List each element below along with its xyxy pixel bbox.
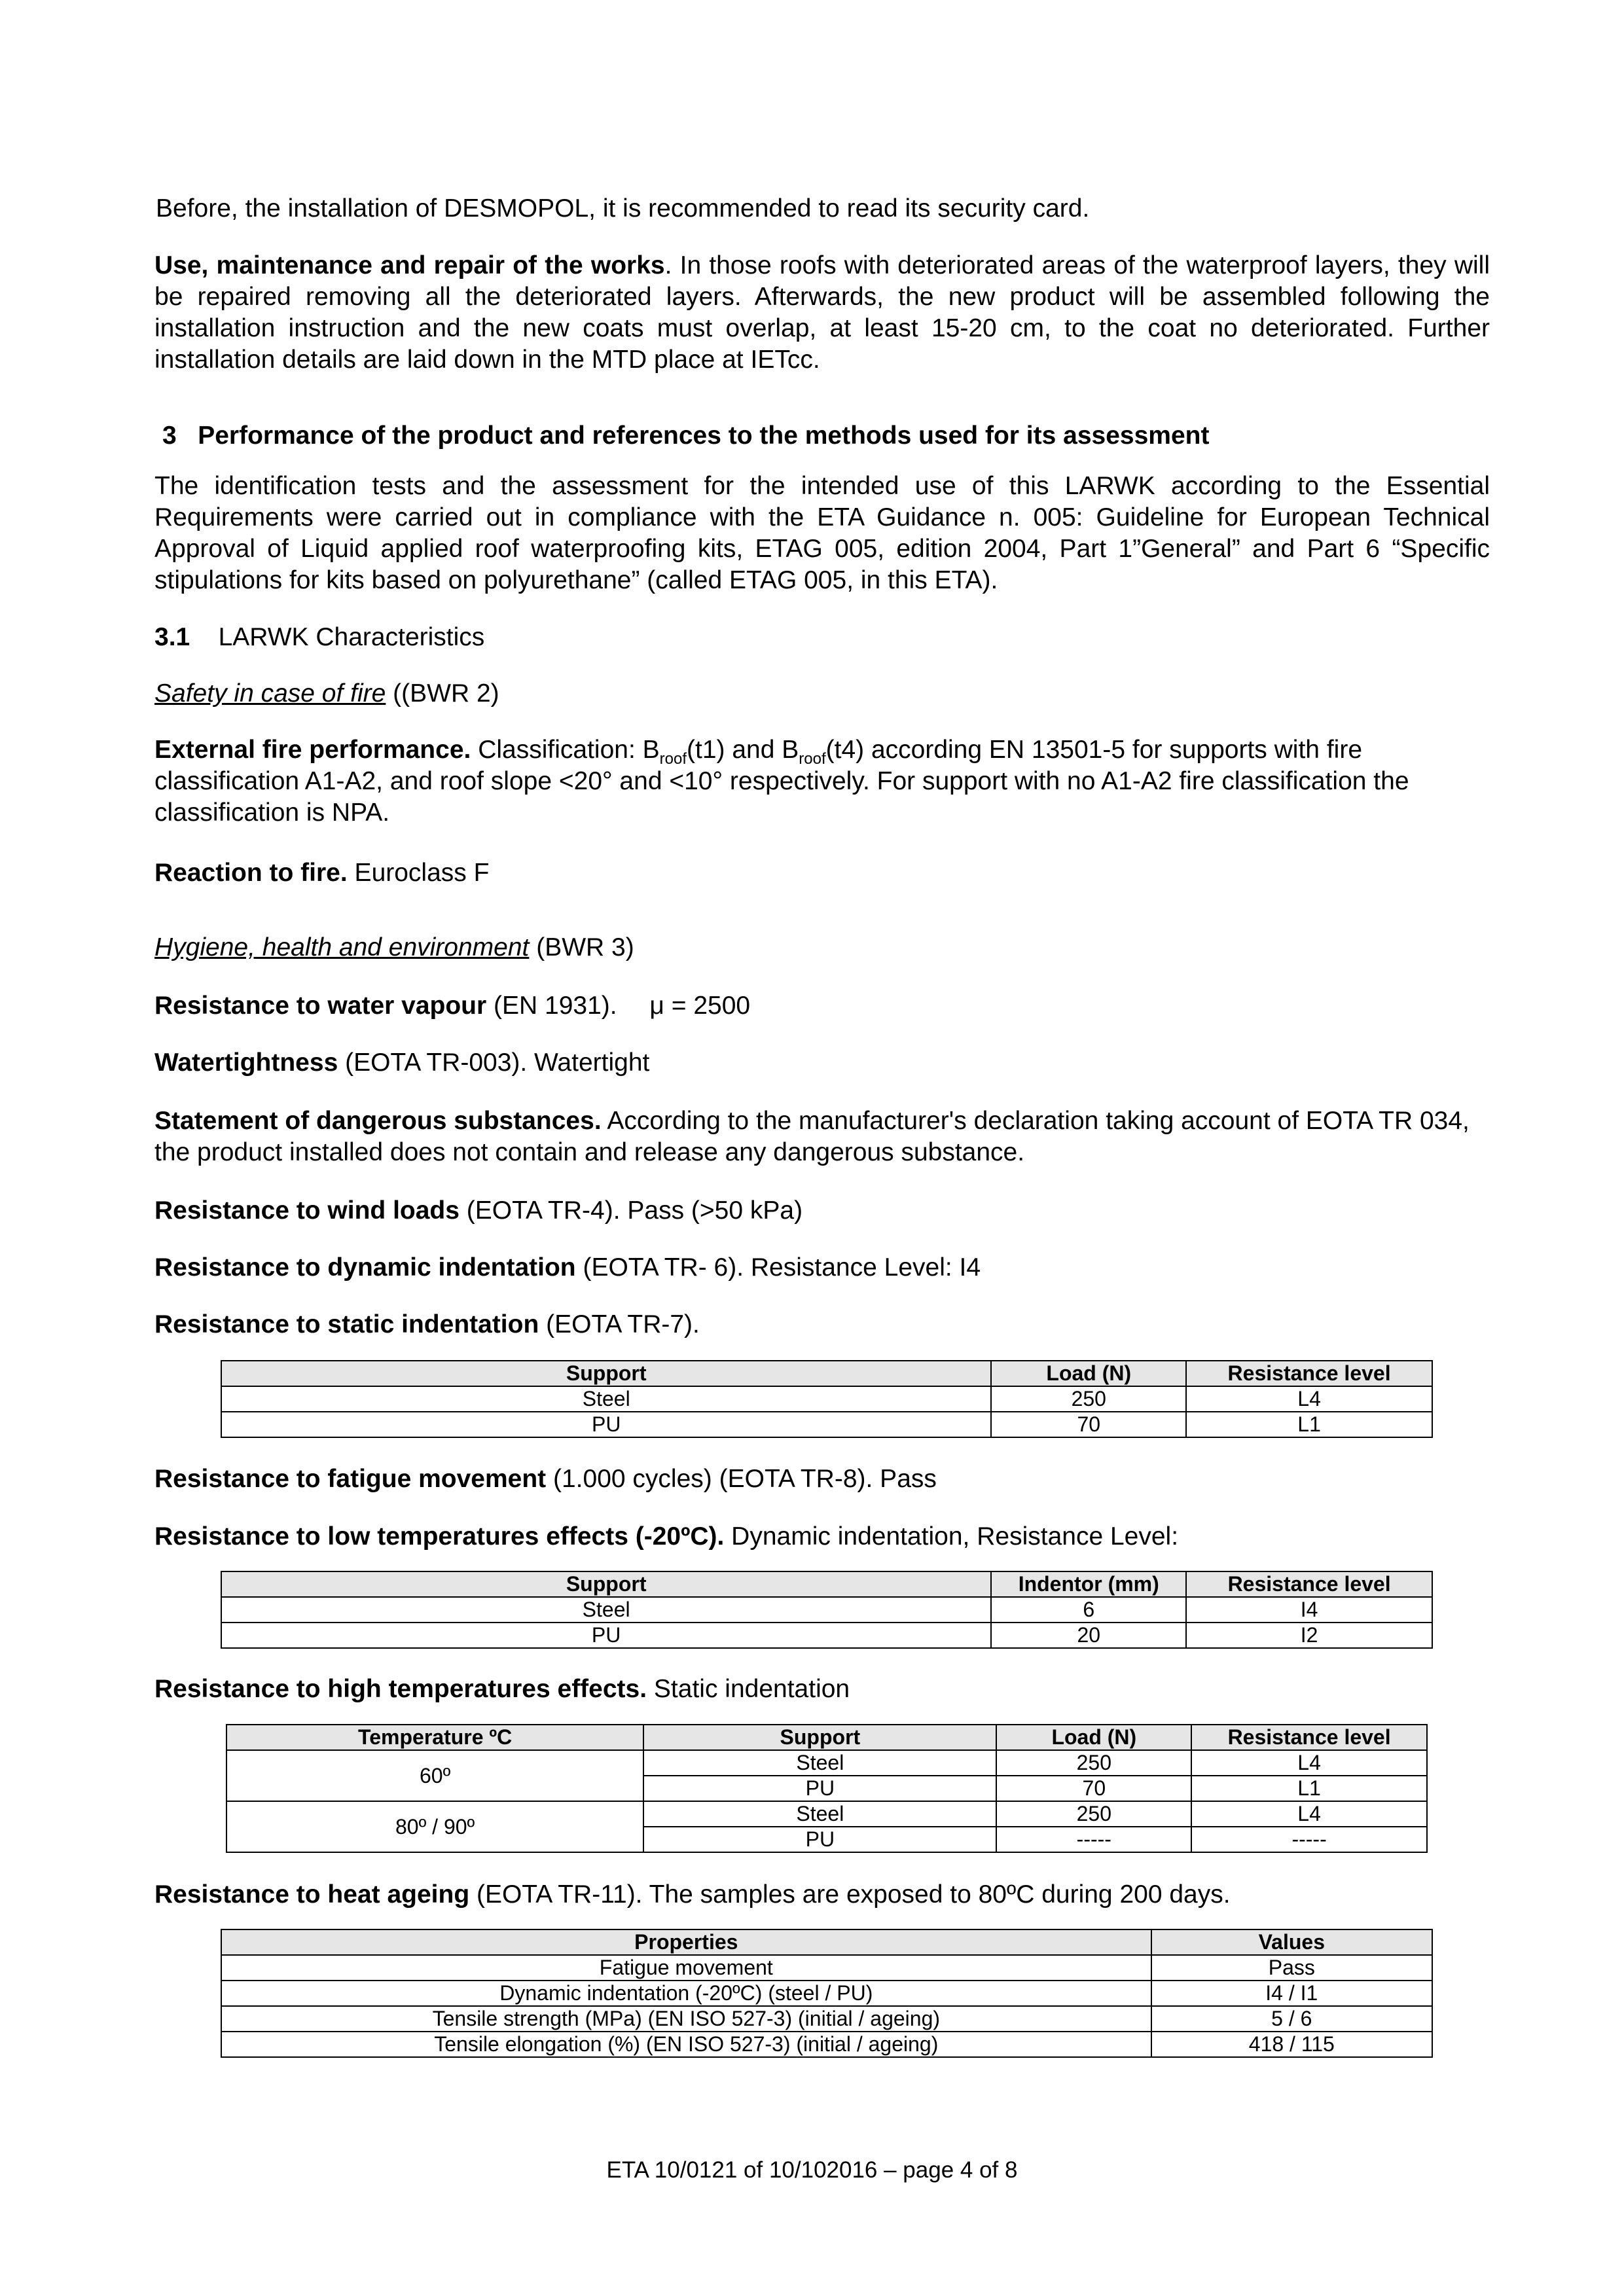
fatigue-movement-value: (1.000 cycles) (EOTA TR-8). Pass — [546, 1465, 937, 1493]
table-row — [221, 1597, 1432, 1623]
static-indentation-paragraph — [154, 1309, 1490, 1340]
table-cell: PU — [221, 1412, 991, 1437]
low-temperature-label: Resistance to low temperatures effects (-20ºC). — [154, 1522, 725, 1551]
external-fire-label: External fire performance. — [154, 736, 471, 764]
section-3-number: 3 — [162, 422, 177, 450]
dynamic-indentation-paragraph — [154, 1252, 1490, 1283]
fire-safety-bwr: ((BWR 2) — [386, 679, 499, 708]
table-header-row — [221, 1929, 1432, 1955]
table-header-row — [221, 1361, 1432, 1386]
static-indentation-table — [221, 1360, 1433, 1438]
external-fire-text-c: (t4) according EN 13501-5 for supports with fire classification A1-A2, and roof slope <20° and <10° respectively. For support with no A1-A2 fire classification the classification is NPA. — [154, 736, 1409, 827]
dangerous-substances-paragraph — [154, 1105, 1483, 1168]
section-3-1-heading — [154, 622, 1490, 653]
watertightness-paragraph — [154, 1047, 1490, 1079]
temperature-cell: 60º — [226, 1750, 643, 1801]
fatigue-movement-label: Resistance to fatigue movement — [154, 1465, 547, 1493]
dynamic-indentation-value: (EOTA TR- 6). Resistance Level: I4 — [575, 1253, 981, 1282]
table-cell: Tensile strength (MPa) (EN ISO 527-3) (initial / ageing) — [221, 2006, 1151, 2032]
low-temperature-value: Dynamic indentation, Resistance Level: — [724, 1522, 1179, 1551]
table-cell: I2 — [1186, 1623, 1432, 1648]
table-cell: 250 — [991, 1386, 1186, 1412]
table-cell: L1 — [1191, 1776, 1427, 1801]
section-3-body: The identification tests and the assessment for the intended use of this LARWK according to the Essential Requirements were carried out in compliance with the ETA Guidance n. 005: Guideline for European Technical Approval of Liquid applied roof waterproofing kits, ETAG 005, edition 2004, Part 1”General” and Part 6 “Specific stipulations for kits based on polyurethane” (called ETAG 005, in this ETA). — [154, 472, 1490, 594]
table-cell: I4 / I1 — [1151, 1981, 1432, 2006]
page-footer: ETA 10/0121 of 10/102016 – page 4 of 8 — [606, 2157, 1018, 2183]
watertightness-value: (EOTA TR-003). Watertight — [338, 1049, 650, 1077]
wind-loads-label: Resistance to wind loads — [154, 1196, 460, 1225]
table-header: Support — [221, 1571, 991, 1597]
heat-ageing-table — [221, 1929, 1433, 2058]
use-maintenance-body: . In those roofs with deteriorated areas of the waterproof layers, they will be repaired removing all the deteriorated layers. Afterwards, the new product will be assembled following the installation instruction and the new coats must overlap, at least 15-20 cm, to the coat no deteriorated. Further installation details are laid down in the MTD place at IETcc. — [154, 251, 1490, 374]
table-cell: ----- — [1191, 1827, 1427, 1852]
table-cell: 70 — [991, 1412, 1186, 1437]
dynamic-indentation-label: Resistance to dynamic indentation — [154, 1253, 576, 1282]
table-header: Support — [221, 1361, 991, 1386]
wind-loads-paragraph — [154, 1195, 1490, 1227]
table-cell: PU — [643, 1827, 996, 1852]
hygiene-bwr: (BWR 3) — [529, 933, 634, 961]
table-cell: 250 — [996, 1801, 1191, 1827]
table-row — [226, 1750, 1427, 1776]
high-temperature-label: Resistance to high temperatures effects. — [154, 1675, 647, 1703]
table-header: Properties — [221, 1929, 1151, 1955]
table-cell: 418 / 115 — [1151, 2032, 1432, 2057]
dangerous-substances-label: Statement of dangerous substances. — [154, 1107, 602, 1135]
heat-ageing-label: Resistance to heat ageing — [154, 1880, 470, 1909]
reaction-fire-paragraph — [154, 857, 1490, 889]
watertightness-label: Watertightness — [154, 1049, 338, 1077]
hygiene-heading — [154, 932, 1490, 963]
table-header: Load (N) — [991, 1361, 1186, 1386]
table-cell: I4 — [1186, 1597, 1432, 1623]
table-header: Values — [1151, 1929, 1432, 1955]
fire-safety-title: Safety in case of fire — [154, 679, 386, 708]
table-cell: PU — [221, 1623, 991, 1648]
water-vapour-value: (EN 1931). μ = 2500 — [486, 992, 751, 1020]
table-header: Resistance level — [1186, 1571, 1432, 1597]
reaction-fire-value: Euroclass F — [347, 859, 490, 887]
broof-subscript-1: roof — [659, 749, 687, 768]
high-temperature-value: Static indentation — [647, 1675, 850, 1703]
table-cell: L4 — [1191, 1801, 1427, 1827]
table-cell: 6 — [991, 1597, 1186, 1623]
table-cell: Steel — [221, 1386, 991, 1412]
table-cell: Steel — [221, 1597, 991, 1623]
high-temperature-table — [226, 1724, 1428, 1853]
broof-subscript-2: roof — [799, 749, 826, 768]
wind-loads-value: (EOTA TR-4). Pass (>50 kPa) — [459, 1196, 803, 1225]
table-row — [221, 2032, 1432, 2057]
external-fire-text-b: (t1) and B — [687, 736, 799, 764]
table-cell: ----- — [996, 1827, 1191, 1852]
table-cell: L4 — [1191, 1750, 1427, 1776]
table-header: Indentor (mm) — [991, 1571, 1186, 1597]
table-row — [221, 1955, 1432, 1981]
table-cell: 20 — [991, 1623, 1186, 1648]
table-cell: Pass — [1151, 1955, 1432, 1981]
table-header: Resistance level — [1186, 1361, 1432, 1386]
hygiene-title: Hygiene, health and environment — [154, 933, 530, 961]
table-cell: Steel — [643, 1750, 996, 1776]
table-cell: 70 — [996, 1776, 1191, 1801]
fatigue-movement-paragraph — [154, 1463, 1490, 1495]
table-row — [221, 1412, 1432, 1437]
use-maintenance-paragraph — [154, 250, 1490, 376]
section-3-1-number: 3.1 — [154, 623, 190, 651]
static-indentation-label: Resistance to static indentation — [154, 1310, 539, 1338]
table-row — [221, 1623, 1432, 1648]
reaction-fire-label: Reaction to fire. — [154, 859, 348, 887]
table-row — [226, 1801, 1427, 1827]
table-header: Temperature ºC — [226, 1725, 643, 1750]
low-temperature-table — [221, 1571, 1433, 1649]
table-cell: Steel — [643, 1801, 996, 1827]
use-maintenance-heading: Use, maintenance and repair of the works — [154, 251, 665, 279]
heat-ageing-paragraph — [154, 1879, 1490, 1910]
table-row — [221, 2006, 1432, 2032]
static-indentation-value: (EOTA TR-7). — [539, 1310, 700, 1338]
table-header-row — [221, 1571, 1432, 1597]
water-vapour-paragraph — [154, 990, 1490, 1022]
water-vapour-label: Resistance to water vapour — [154, 992, 487, 1020]
intro-paragraph: Before, the installation of DESMOPOL, it is recommended to read its security card. — [156, 194, 1090, 223]
table-cell: PU — [643, 1776, 996, 1801]
table-cell: Tensile elongation (%) (EN ISO 527-3) (initial / ageing) — [221, 2032, 1151, 2057]
table-header: Resistance level — [1191, 1725, 1427, 1750]
section-3-heading — [162, 420, 1498, 452]
heat-ageing-value: (EOTA TR-11). The samples are exposed to 80ºC during 200 days. — [469, 1880, 1231, 1909]
table-header-row — [226, 1725, 1427, 1750]
table-cell: 5 / 6 — [1151, 2006, 1432, 2032]
high-temperature-paragraph — [154, 1674, 1490, 1705]
table-header: Support — [643, 1725, 996, 1750]
fire-safety-heading — [154, 678, 1490, 709]
table-cell: Dynamic indentation (-20ºC) (steel / PU) — [221, 1981, 1151, 2006]
table-cell: L1 — [1186, 1412, 1432, 1437]
low-temperature-paragraph — [154, 1521, 1490, 1552]
table-row — [221, 1981, 1432, 2006]
external-fire-paragraph — [154, 734, 1483, 829]
table-header: Load (N) — [996, 1725, 1191, 1750]
table-cell: L4 — [1186, 1386, 1432, 1412]
external-fire-text-a: Classification: B — [471, 736, 660, 764]
section-3-title: Performance of the product and references to the methods used for its assessment — [198, 422, 1210, 450]
table-row — [221, 1386, 1432, 1412]
section-3-1-title: LARWK Characteristics — [218, 623, 485, 651]
temperature-cell: 80º / 90º — [226, 1801, 643, 1852]
table-cell: 250 — [996, 1750, 1191, 1776]
dangerous-substances-value: According to the manufacturer's declaration taking account of EOTA TR 034, the product installed does not contain and release any dangerous substance. — [154, 1107, 1470, 1166]
table-cell: Fatigue movement — [221, 1955, 1151, 1981]
